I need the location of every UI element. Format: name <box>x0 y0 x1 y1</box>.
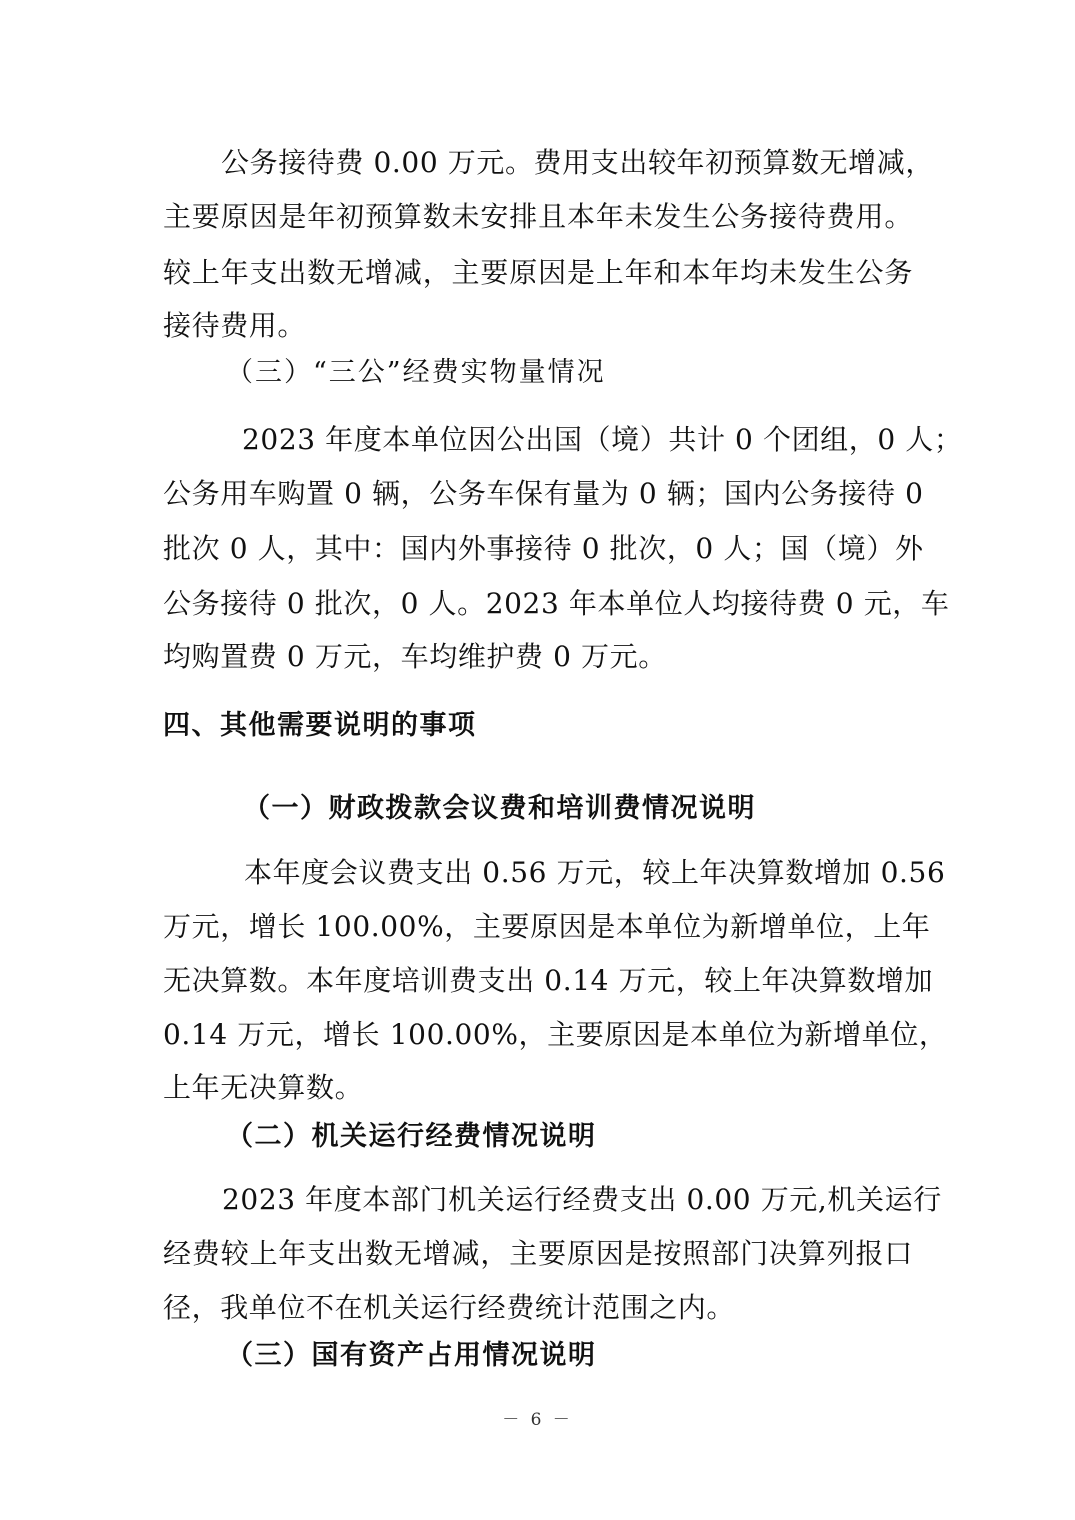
paragraph-operating-line-1: 2023 年度本部门机关运行经费支出 0.00 万元,机关运行 <box>222 1183 942 1216</box>
paragraph-hospitality-line-4: 接待费用。 <box>163 309 307 342</box>
paragraph-meeting-line-4: 0.14 万元，增长 100.00%，主要原因是本单位为新增单位， <box>163 1018 948 1051</box>
paragraph-meeting-line-2: 万元，增长 100.00%，主要原因是本单位为新增单位，上年 <box>163 910 931 943</box>
paragraph-physical-line-2: 公务用车购置 0 辆，公务车保有量为 0 辆；国内公务接待 0 <box>163 477 924 510</box>
heading-three-public-physical: （三）“三公”经费实物量情况 <box>226 357 606 388</box>
section-four-heading: 四、其他需要说明的事项 <box>163 710 477 741</box>
paragraph-physical-line-5: 均购置费 0 万元，车均维护费 0 万元。 <box>163 640 667 673</box>
sub-heading-meeting-training: （一）财政拨款会议费和培训费情况说明 <box>243 793 756 824</box>
paragraph-meeting-line-3: 无决算数。本年度培训费支出 0.14 万元，较上年决算数增加 <box>163 964 934 997</box>
paragraph-hospitality-line-1: 公务接待费 0.00 万元。费用支出较年初预算数无增减， <box>221 146 934 179</box>
paragraph-meeting-line-5: 上年无决算数。 <box>163 1071 364 1104</box>
paragraph-hospitality-line-2: 主要原因是年初预算数未安排且本年未发生公务接待费用。 <box>163 200 913 233</box>
paragraph-physical-line-3: 批次 0 人，其中：国内外事接待 0 批次，0 人；国（境）外 <box>163 532 924 565</box>
sub-heading-operating-cost: （二）机关运行经费情况说明 <box>226 1121 597 1152</box>
paragraph-operating-line-2: 经费较上年支出数无增减，主要原因是按照部门决算列报口 <box>163 1237 913 1270</box>
page-number: － 6 － <box>502 1410 573 1430</box>
paragraph-physical-line-1: 2023 年度本单位因公出国（境）共计 0 个团组，0 人； <box>242 423 963 456</box>
paragraph-physical-line-4: 公务接待 0 批次，0 人。2023 年本单位人均接待费 0 元，车 <box>163 587 950 620</box>
paragraph-operating-line-3: 径，我单位不在机关运行经费统计范围之内。 <box>163 1291 736 1324</box>
sub-heading-state-assets: （三）国有资产占用情况说明 <box>226 1340 597 1371</box>
paragraph-meeting-line-1: 本年度会议费支出 0.56 万元，较上年决算数增加 0.56 <box>244 856 946 889</box>
paragraph-hospitality-line-3: 较上年支出数无增减，主要原因是上年和本年均未发生公务 <box>163 256 913 289</box>
